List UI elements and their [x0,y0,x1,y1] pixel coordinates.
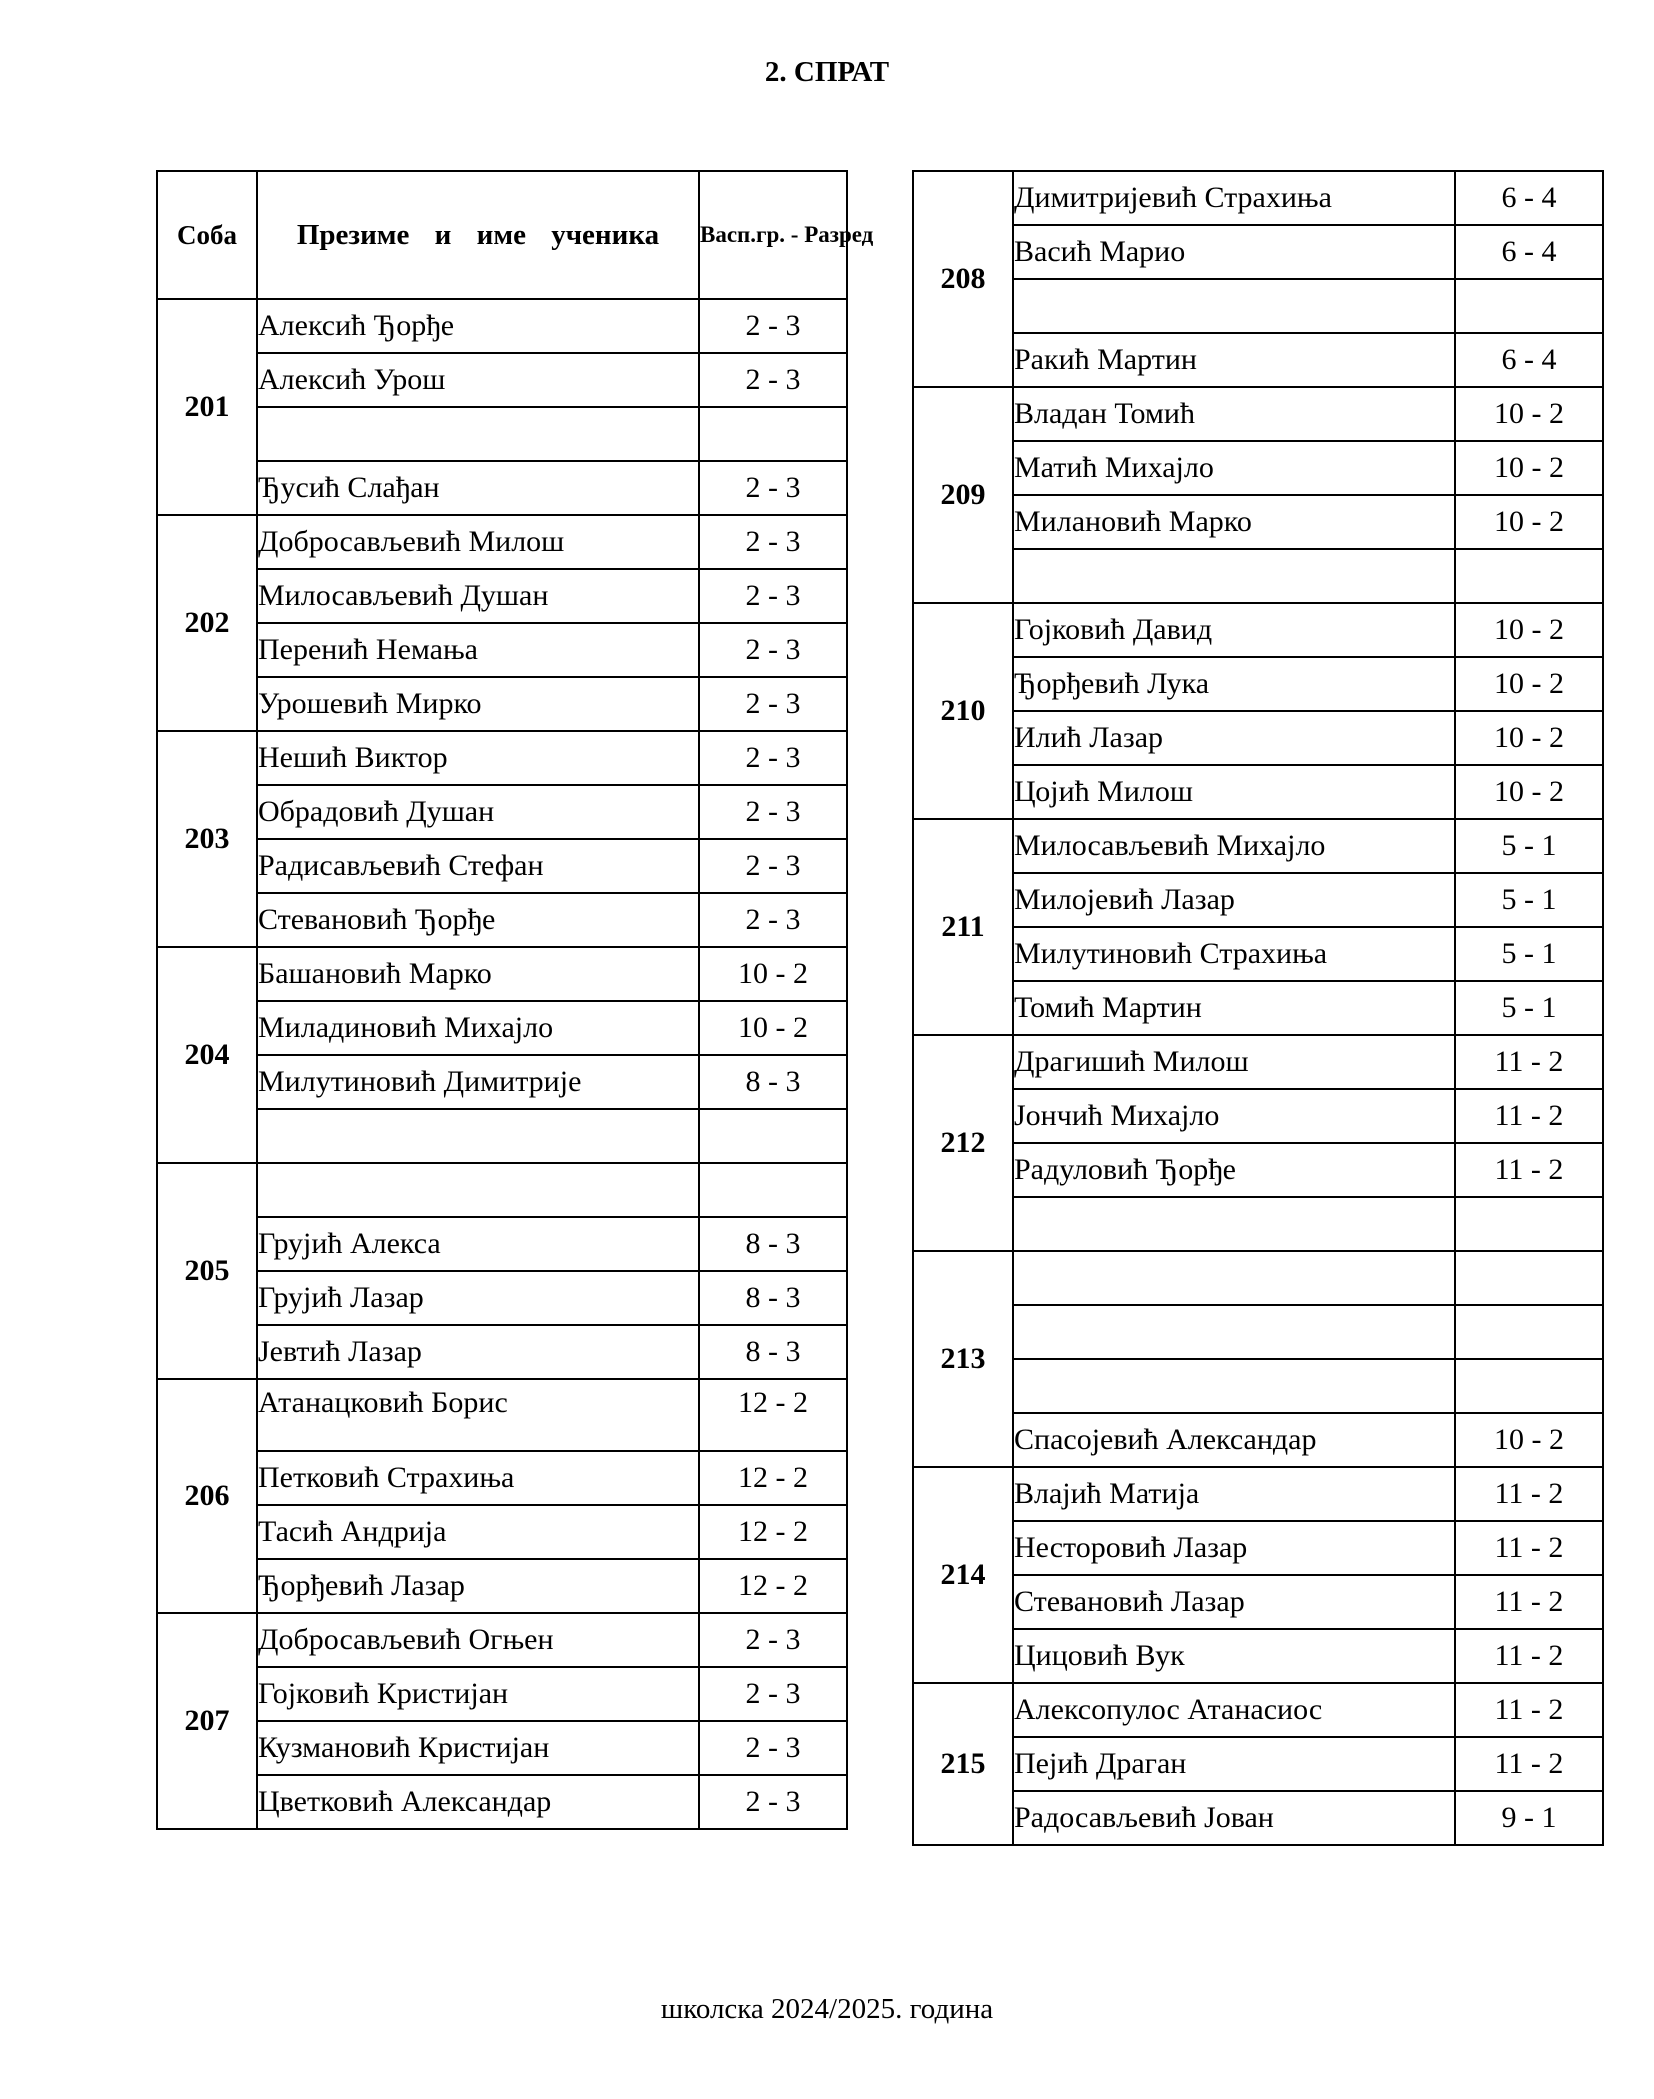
table-row [913,1467,1603,1521]
student-name: Томић Мартин [1013,981,1455,1035]
student-name: Пејић Драган [1013,1737,1455,1791]
student-group-grade: 8 - 3 [699,1055,847,1109]
student-name: Милутиновић Страхиња [1013,927,1455,981]
student-name: Ђусић Слађан [257,461,699,515]
student-group-grade: 2 - 3 [699,1775,847,1829]
table-row [157,461,847,515]
student-name: Гојковић Кристијан [257,1667,699,1721]
rooms-table-left-body [157,299,847,1829]
room-number: 209 [913,387,1013,603]
student-group-grade: 10 - 2 [1455,441,1603,495]
student-name: Илић Лазар [1013,711,1455,765]
student-group-grade: 6 - 4 [1455,171,1603,225]
student-group-grade: 2 - 3 [699,785,847,839]
student-name: Нешић Виктор [257,731,699,785]
student-group-grade: 11 - 2 [1455,1143,1603,1197]
student-name: Владан Томић [1013,387,1455,441]
student-group-grade: 2 - 3 [699,515,847,569]
student-group-grade: 12 - 2 [699,1451,847,1505]
student-group-grade: 2 - 3 [699,353,847,407]
student-name: Милојевић Лазар [1013,873,1455,927]
student-group-grade: 5 - 1 [1455,819,1603,873]
table-row [913,1089,1603,1143]
table-row [913,819,1603,873]
student-name: Радосављевић Јован [1013,1791,1455,1845]
student-group-grade: 11 - 2 [1455,1575,1603,1629]
table-row [157,947,847,1001]
table-row [157,1775,847,1829]
header-student-name: Презиме и име ученика [257,171,699,299]
table-row [157,1325,847,1379]
student-name: Јевтић Лазар [257,1325,699,1379]
student-name [257,407,699,461]
student-name: Милосављевић Душан [257,569,699,623]
table-row [157,1613,847,1667]
table-header-row [157,171,847,299]
room-number: 213 [913,1251,1013,1467]
table-row [913,1359,1603,1413]
student-group-grade: 2 - 3 [699,1613,847,1667]
table-row [913,873,1603,927]
table-row [913,657,1603,711]
student-name: Милосављевић Михајло [1013,819,1455,873]
student-name: Кузмановић Кристијан [257,1721,699,1775]
student-group-grade: 2 - 3 [699,677,847,731]
student-group-grade: 10 - 2 [699,1001,847,1055]
student-name [1013,279,1455,333]
student-group-grade [1455,1305,1603,1359]
room-number: 204 [157,947,257,1163]
student-name [1013,1305,1455,1359]
table-row [913,1197,1603,1251]
student-name: Добросављевић Огњен [257,1613,699,1667]
student-group-grade: 9 - 1 [1455,1791,1603,1845]
student-group-grade: 10 - 2 [1455,1413,1603,1467]
table-row [913,1143,1603,1197]
student-name [1013,1197,1455,1251]
table-row [157,623,847,677]
table-row [157,1109,847,1163]
student-group-grade: 12 - 2 [699,1379,847,1451]
student-group-grade: 2 - 3 [699,1721,847,1775]
student-name: Алексопулос Атанасиос [1013,1683,1455,1737]
table-row [913,1035,1603,1089]
table-row [157,299,847,353]
student-group-grade: 12 - 2 [699,1559,847,1613]
student-name: Алексић Ђорђе [257,299,699,353]
table-row [913,1413,1603,1467]
room-number: 201 [157,299,257,515]
student-name: Гојковић Давид [1013,603,1455,657]
student-group-grade: 6 - 4 [1455,225,1603,279]
page-title: 2. СПРАТ [764,56,890,88]
student-group-grade: 10 - 2 [1455,387,1603,441]
student-group-grade: 2 - 3 [699,461,847,515]
student-group-grade: 11 - 2 [1455,1089,1603,1143]
room-number: 207 [157,1613,257,1829]
table-row [157,1001,847,1055]
table-row [157,785,847,839]
table-row [913,927,1603,981]
student-name: Димитријевић Страхиња [1013,171,1455,225]
room-number: 215 [913,1683,1013,1845]
student-group-grade [1455,1251,1603,1305]
room-number: 203 [157,731,257,947]
table-row [157,1559,847,1613]
student-name: Јончић Михајло [1013,1089,1455,1143]
room-number: 211 [913,819,1013,1035]
student-name: Цицовић Вук [1013,1629,1455,1683]
student-name: Стевановић Ђорђе [257,893,699,947]
student-name: Алексић Урош [257,353,699,407]
table-row [157,1451,847,1505]
student-name: Петковић Страхиња [257,1451,699,1505]
student-group-grade: 2 - 3 [699,623,847,677]
student-group-grade: 11 - 2 [1455,1629,1603,1683]
student-name: Несторовић Лазар [1013,1521,1455,1575]
table-row [157,407,847,461]
student-group-grade: 10 - 2 [1455,495,1603,549]
table-row [913,765,1603,819]
student-name: Стевановић Лазар [1013,1575,1455,1629]
table-row [913,1737,1603,1791]
table-row [157,569,847,623]
table-row [157,515,847,569]
student-name: Драгишић Милош [1013,1035,1455,1089]
student-name: Влајић Матија [1013,1467,1455,1521]
student-name: Миладиновић Михајло [257,1001,699,1055]
student-name [1013,1359,1455,1413]
student-group-grade: 2 - 3 [699,1667,847,1721]
student-name: Добросављевић Милош [257,515,699,569]
table-row [913,333,1603,387]
table-row [157,893,847,947]
student-name [257,1163,699,1217]
student-group-grade: 2 - 3 [699,839,847,893]
table-row [157,1667,847,1721]
student-name: Ракић Мартин [1013,333,1455,387]
student-name: Спасојевић Александар [1013,1413,1455,1467]
student-name: Атанацковић Борис [257,1379,699,1451]
student-name: Грујић Лазар [257,1271,699,1325]
student-name: Ђорђевић Лазар [257,1559,699,1613]
student-group-grade: 11 - 2 [1455,1683,1603,1737]
student-group-grade: 2 - 3 [699,299,847,353]
student-name: Грујић Алекса [257,1217,699,1271]
rooms-table-left [156,170,874,1830]
student-name: Радисављевић Стефан [257,839,699,893]
table-row [913,225,1603,279]
student-group-grade: 5 - 1 [1455,927,1603,981]
table-row [913,279,1603,333]
student-group-grade: 11 - 2 [1455,1035,1603,1089]
table-row [157,1055,847,1109]
table-row [157,1217,847,1271]
student-group-grade: 8 - 3 [699,1217,847,1271]
student-name: Васић Марио [1013,225,1455,279]
student-group-grade: 8 - 3 [699,1325,847,1379]
student-group-grade: 5 - 1 [1455,981,1603,1035]
room-number: 212 [913,1035,1013,1251]
table-row [913,1305,1603,1359]
student-group-grade: 10 - 2 [699,947,847,1001]
table-row [157,1379,847,1451]
student-group-grade [1455,1359,1603,1413]
student-group-grade [1455,549,1603,603]
table-row [157,1271,847,1325]
student-name: Цветковић Александар [257,1775,699,1829]
student-group-grade: 2 - 3 [699,731,847,785]
table-row [157,1505,847,1559]
student-name [1013,549,1455,603]
table-row [157,1721,847,1775]
table-row [913,711,1603,765]
student-group-grade: 11 - 2 [1455,1467,1603,1521]
student-name: Матић Михајло [1013,441,1455,495]
student-name: Милутиновић Димитрије [257,1055,699,1109]
student-group-grade [699,1163,847,1217]
student-name: Перенић Немања [257,623,699,677]
table-row [157,1163,847,1217]
student-group-grade: 12 - 2 [699,1505,847,1559]
student-name: Ђорђевић Лука [1013,657,1455,711]
table-row [913,603,1603,657]
student-group-grade [699,1109,847,1163]
rooms-table-right-body [913,171,1603,1845]
student-group-grade: 2 - 3 [699,893,847,947]
table-row [157,839,847,893]
student-group-grade: 11 - 2 [1455,1521,1603,1575]
student-group-grade: 8 - 3 [699,1271,847,1325]
table-row [157,353,847,407]
student-group-grade: 2 - 3 [699,569,847,623]
table-row [913,549,1603,603]
student-name: Радуловић Ђорђе [1013,1143,1455,1197]
student-group-grade [1455,1197,1603,1251]
student-name: Цојић Милош [1013,765,1455,819]
table-row [157,731,847,785]
table-row [913,1521,1603,1575]
table-row [157,677,847,731]
header-room: Соба [157,171,257,299]
student-name [257,1109,699,1163]
student-group-grade: 10 - 2 [1455,711,1603,765]
room-number: 206 [157,1379,257,1613]
table-row [913,171,1603,225]
room-number: 210 [913,603,1013,819]
student-name: Башановић Марко [257,947,699,1001]
room-number: 208 [913,171,1013,387]
room-number: 202 [157,515,257,731]
table-row [913,1629,1603,1683]
header-group-grade: Васп.гр. - Разред [699,171,847,299]
student-group-grade [1455,279,1603,333]
room-number: 205 [157,1163,257,1379]
table-row [913,387,1603,441]
student-group-grade: 6 - 4 [1455,333,1603,387]
student-name [1013,1251,1455,1305]
student-group-grade: 10 - 2 [1455,657,1603,711]
table-row [913,981,1603,1035]
table-row [913,1251,1603,1305]
student-name: Тасић Андрија [257,1505,699,1559]
student-group-grade [699,407,847,461]
student-name: Обрадовић Душан [257,785,699,839]
table-row [913,441,1603,495]
table-row [913,1791,1603,1845]
student-group-grade: 11 - 2 [1455,1737,1603,1791]
student-group-grade: 10 - 2 [1455,603,1603,657]
student-name: Урошевић Мирко [257,677,699,731]
footer-school-year: школска 2024/2025. година [660,1993,994,2025]
student-group-grade: 10 - 2 [1455,765,1603,819]
student-group-grade: 5 - 1 [1455,873,1603,927]
room-number: 214 [913,1467,1013,1683]
rooms-table-right [912,170,1604,1846]
table-row [913,495,1603,549]
table-row [913,1575,1603,1629]
table-row [913,1683,1603,1737]
student-name: Милановић Марко [1013,495,1455,549]
